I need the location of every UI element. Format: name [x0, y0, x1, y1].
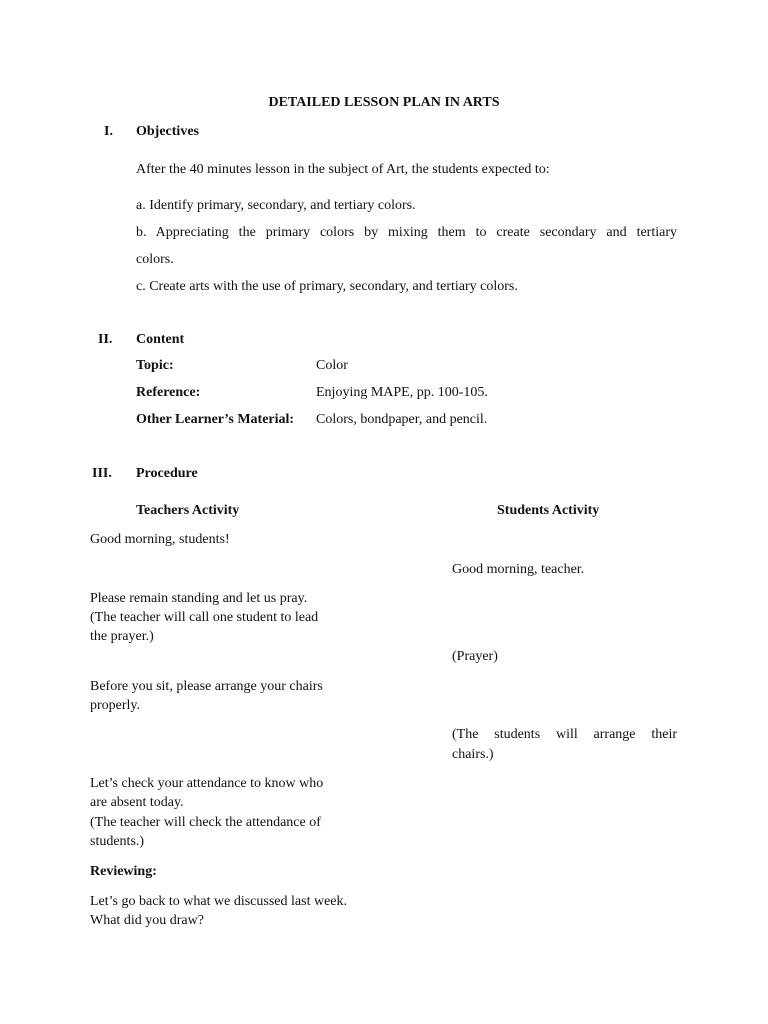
- objectives-intro: After the 40 minutes lesson in the subject of Art, the students expected to:: [136, 162, 550, 177]
- objectives-heading: Objectives: [136, 124, 199, 139]
- teacher-review-line1: Let’s go back to what we discussed last week.: [90, 894, 347, 909]
- material-label: Other Learner’s Material:: [136, 412, 295, 427]
- teacher-attendance-line3: (The teacher will check the attendance of: [90, 815, 321, 830]
- student-chairs-line1: (The students will arrange their: [452, 727, 677, 742]
- procedure-heading: Procedure: [136, 466, 198, 481]
- content-heading: Content: [136, 332, 185, 347]
- material-value: Colors, bondpaper, and pencil.: [316, 412, 488, 427]
- topic-label: Topic:: [136, 358, 174, 373]
- teacher-greeting: Good morning, students!: [90, 532, 230, 547]
- teacher-prayer-line3: the prayer.): [90, 629, 154, 644]
- reviewing-label: Reviewing:: [90, 864, 157, 879]
- teacher-attendance-line4: students.): [90, 834, 145, 849]
- objective-item-b-line2: colors.: [136, 252, 174, 267]
- objective-item-a: a. Identify primary, secondary, and tertiary colors.: [136, 198, 416, 213]
- section-numeral-objectives: I.: [104, 124, 113, 139]
- objective-item-c: c. Create arts with the use of primary, secondary, and tertiary colors.: [136, 279, 518, 294]
- teacher-prayer-line2: (The teacher will call one student to lead: [90, 610, 319, 625]
- document-title: DETAILED LESSON PLAN IN ARTS: [268, 95, 500, 110]
- teacher-chairs-line2: properly.: [90, 698, 141, 713]
- teacher-review-line2: What did you draw?: [90, 913, 204, 928]
- student-chairs-line2: chairs.): [452, 747, 494, 762]
- reference-value: Enjoying MAPE, pp. 100-105.: [316, 385, 488, 400]
- teacher-attendance-line2: are absent today.: [90, 795, 184, 810]
- student-prayer: (Prayer): [452, 649, 498, 664]
- topic-value: Color: [316, 358, 348, 373]
- teacher-attendance-line1: Let’s check your attendance to know who: [90, 776, 324, 791]
- teacher-chairs-line1: Before you sit, please arrange your chairs: [90, 679, 323, 694]
- reference-label: Reference:: [136, 385, 201, 400]
- teachers-activity-header: Teachers Activity: [136, 503, 240, 518]
- section-numeral-content: II.: [98, 332, 113, 347]
- teacher-prayer-line1: Please remain standing and let us pray.: [90, 591, 308, 606]
- objective-item-b-line1: b. Appreciating the primary colors by mixing them to create secondary and tertiary: [136, 225, 677, 240]
- students-activity-header: Students Activity: [497, 503, 600, 518]
- student-greeting: Good morning, teacher.: [452, 562, 585, 577]
- section-numeral-procedure: III.: [92, 466, 112, 481]
